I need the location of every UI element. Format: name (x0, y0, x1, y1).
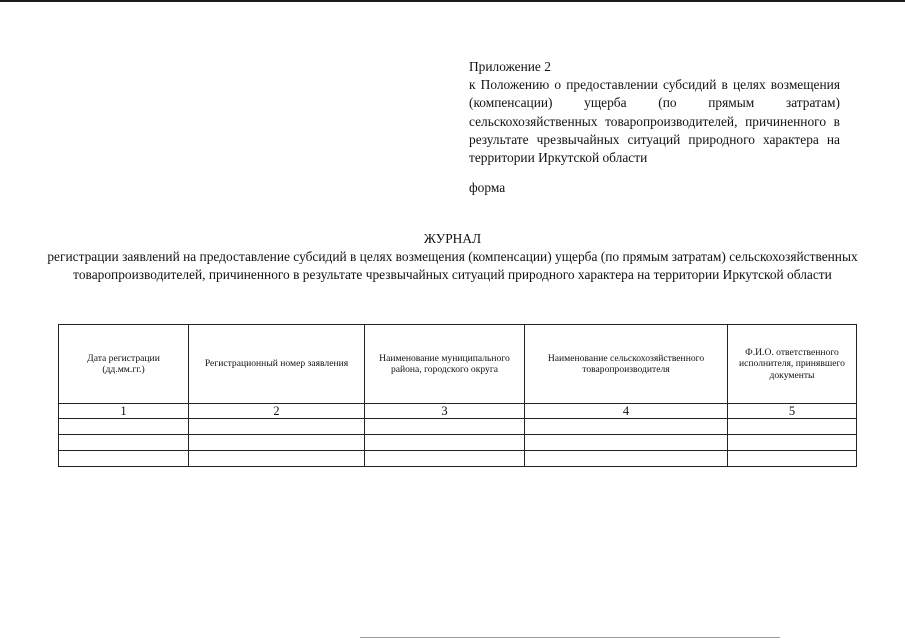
table-cell (59, 451, 189, 467)
form-label: форма (469, 180, 506, 195)
journal-title: ЖУРНАЛ (423, 231, 482, 246)
header-registration-number: Регистрационный номер заявления (189, 325, 365, 404)
scan-edge-bottom (360, 637, 780, 638)
column-number: 2 (189, 404, 365, 419)
appendix-body: к Положению о предоставлении субсидий в целях возмещения (компенсации) ущерба (по прямым затратам) сельскохозяйственных товаропроизводителей, причиненного в результате чрезвычайных ситуаций природного характера на территории Иркутской области (469, 77, 840, 166)
table-cell (728, 419, 857, 435)
table-cell (728, 435, 857, 451)
scan-edge-top (0, 0, 905, 2)
header-municipality: Наименование муниципального района, городского округа (365, 325, 525, 404)
table-cell (365, 419, 525, 435)
table-row (59, 451, 857, 467)
table-cell (365, 435, 525, 451)
table-number-row (59, 404, 857, 419)
header-registration-date: Дата регистрации (дд.мм.гг.) (59, 325, 189, 404)
table-cell (525, 435, 728, 451)
header-responsible-person: Ф.И.О. ответственного исполнителя, принявшего документы (728, 325, 857, 404)
column-number: 5 (728, 404, 857, 419)
table-cell (525, 419, 728, 435)
appendix-block (469, 58, 840, 167)
table-cell (59, 435, 189, 451)
column-number: 3 (365, 404, 525, 419)
table-cell (728, 451, 857, 467)
registration-table (58, 324, 857, 467)
header-producer-name: Наименование сельскохозяйственного товаропроизводителя (525, 325, 728, 404)
column-number: 1 (59, 404, 189, 419)
table-cell (59, 419, 189, 435)
column-number: 4 (525, 404, 728, 419)
appendix-title: Приложение 2 (469, 59, 551, 74)
table-cell (525, 451, 728, 467)
table-cell (189, 451, 365, 467)
table-row (59, 435, 857, 451)
table-cell (189, 419, 365, 435)
table-row (59, 419, 857, 435)
journal-subtitle: регистрации заявлений на предоставление субсидий в целях возмещения (компенсации) ущерба (по прямым затратам) сельскохозяйственных товаропроизводителей, причиненного в результате чрезвычайных ситуаций природного характера на территории Иркутской области (47, 249, 858, 282)
table-header-row (59, 325, 857, 404)
table-cell (365, 451, 525, 467)
table-cell (189, 435, 365, 451)
